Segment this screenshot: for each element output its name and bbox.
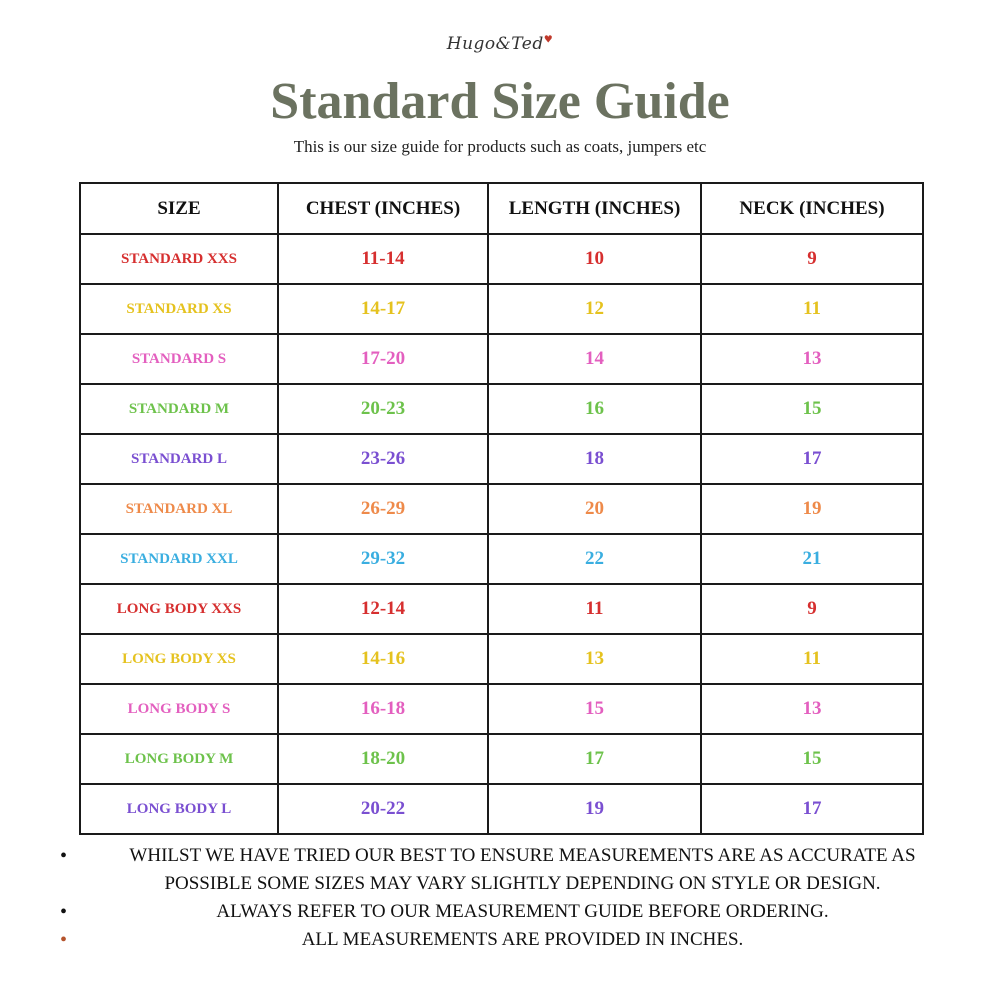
neck-value: 13 <box>701 334 923 384</box>
neck-value: 19 <box>701 484 923 534</box>
neck-value: 9 <box>701 584 923 634</box>
neck-value: 11 <box>701 284 923 334</box>
chest-value: 29-32 <box>278 534 488 584</box>
chest-value: 26-29 <box>278 484 488 534</box>
brand-logo <box>0 34 1000 54</box>
neck-value: 13 <box>701 684 923 734</box>
size-label: LONG BODY L <box>80 784 278 834</box>
note-item <box>60 926 940 954</box>
chest-value: 20-23 <box>278 384 488 434</box>
note-text: ALWAYS REFER TO OUR MEASUREMENT GUIDE BEFORE ORDERING. <box>216 901 829 922</box>
table-row <box>80 534 923 584</box>
chest-value: 20-22 <box>278 784 488 834</box>
size-label: STANDARD XS <box>80 284 278 334</box>
table-row <box>80 284 923 334</box>
table-row <box>80 434 923 484</box>
size-label: STANDARD S <box>80 334 278 384</box>
size-label: LONG BODY XXS <box>80 584 278 634</box>
brand-logo-text: Hugo&Ted <box>446 34 544 54</box>
header-neck: NECK (INCHES) <box>701 183 923 234</box>
table-row <box>80 334 923 384</box>
length-value: 22 <box>488 534 701 584</box>
length-value: 17 <box>488 734 701 784</box>
length-value: 20 <box>488 484 701 534</box>
table-row <box>80 684 923 734</box>
header-length: LENGTH (INCHES) <box>488 183 701 234</box>
table-row <box>80 734 923 784</box>
bullet-icon: • <box>60 929 68 951</box>
chest-value: 14-17 <box>278 284 488 334</box>
chest-value: 17-20 <box>278 334 488 384</box>
size-label: STANDARD L <box>80 434 278 484</box>
chest-value: 16-18 <box>278 684 488 734</box>
length-value: 11 <box>488 584 701 634</box>
size-label: STANDARD XXS <box>80 234 278 284</box>
neck-value: 15 <box>701 734 923 784</box>
table-row <box>80 484 923 534</box>
length-value: 15 <box>488 684 701 734</box>
neck-value: 11 <box>701 634 923 684</box>
neck-value: 21 <box>701 534 923 584</box>
length-value: 14 <box>488 334 701 384</box>
neck-value: 9 <box>701 234 923 284</box>
note-text: WHILST WE HAVE TRIED OUR BEST TO ENSURE MEASUREMENTS ARE AS ACCURATE AS POSSIBLE SOME SIZES MAY VARY SLIGHTLY DEPENDING ON STYLE OR DESIGN. <box>129 845 916 894</box>
neck-value: 17 <box>701 434 923 484</box>
table-row <box>80 634 923 684</box>
heart-icon: ♥ <box>543 34 554 46</box>
size-label: STANDARD XXL <box>80 534 278 584</box>
chest-value: 11-14 <box>278 234 488 284</box>
neck-value: 17 <box>701 784 923 834</box>
table-row <box>80 784 923 834</box>
note-item <box>60 842 940 898</box>
bullet-icon: • <box>60 845 68 867</box>
size-label: STANDARD M <box>80 384 278 434</box>
page-subtitle: This is our size guide for products such as coats, jumpers etc <box>293 137 707 156</box>
notes-list <box>60 842 940 954</box>
chest-value: 18-20 <box>278 734 488 784</box>
length-value: 18 <box>488 434 701 484</box>
size-table-body <box>80 234 923 834</box>
length-value: 10 <box>488 234 701 284</box>
size-table <box>79 182 924 835</box>
length-value: 19 <box>488 784 701 834</box>
size-label: LONG BODY XS <box>80 634 278 684</box>
table-header-row <box>80 183 923 234</box>
table-row <box>80 234 923 284</box>
size-label: STANDARD XL <box>80 484 278 534</box>
chest-value: 12-14 <box>278 584 488 634</box>
page-title: Standard Size Guide <box>270 73 730 130</box>
table-row <box>80 584 923 634</box>
neck-value: 15 <box>701 384 923 434</box>
chest-value: 23-26 <box>278 434 488 484</box>
note-item <box>60 898 940 926</box>
table-row <box>80 384 923 434</box>
note-text: ALL MEASUREMENTS ARE PROVIDED IN INCHES. <box>301 929 744 950</box>
header-size: SIZE <box>80 183 278 234</box>
bullet-icon: • <box>60 901 68 923</box>
header-chest: CHEST (INCHES) <box>278 183 488 234</box>
length-value: 16 <box>488 384 701 434</box>
size-label: LONG BODY S <box>80 684 278 734</box>
size-label: LONG BODY M <box>80 734 278 784</box>
length-value: 13 <box>488 634 701 684</box>
chest-value: 14-16 <box>278 634 488 684</box>
length-value: 12 <box>488 284 701 334</box>
